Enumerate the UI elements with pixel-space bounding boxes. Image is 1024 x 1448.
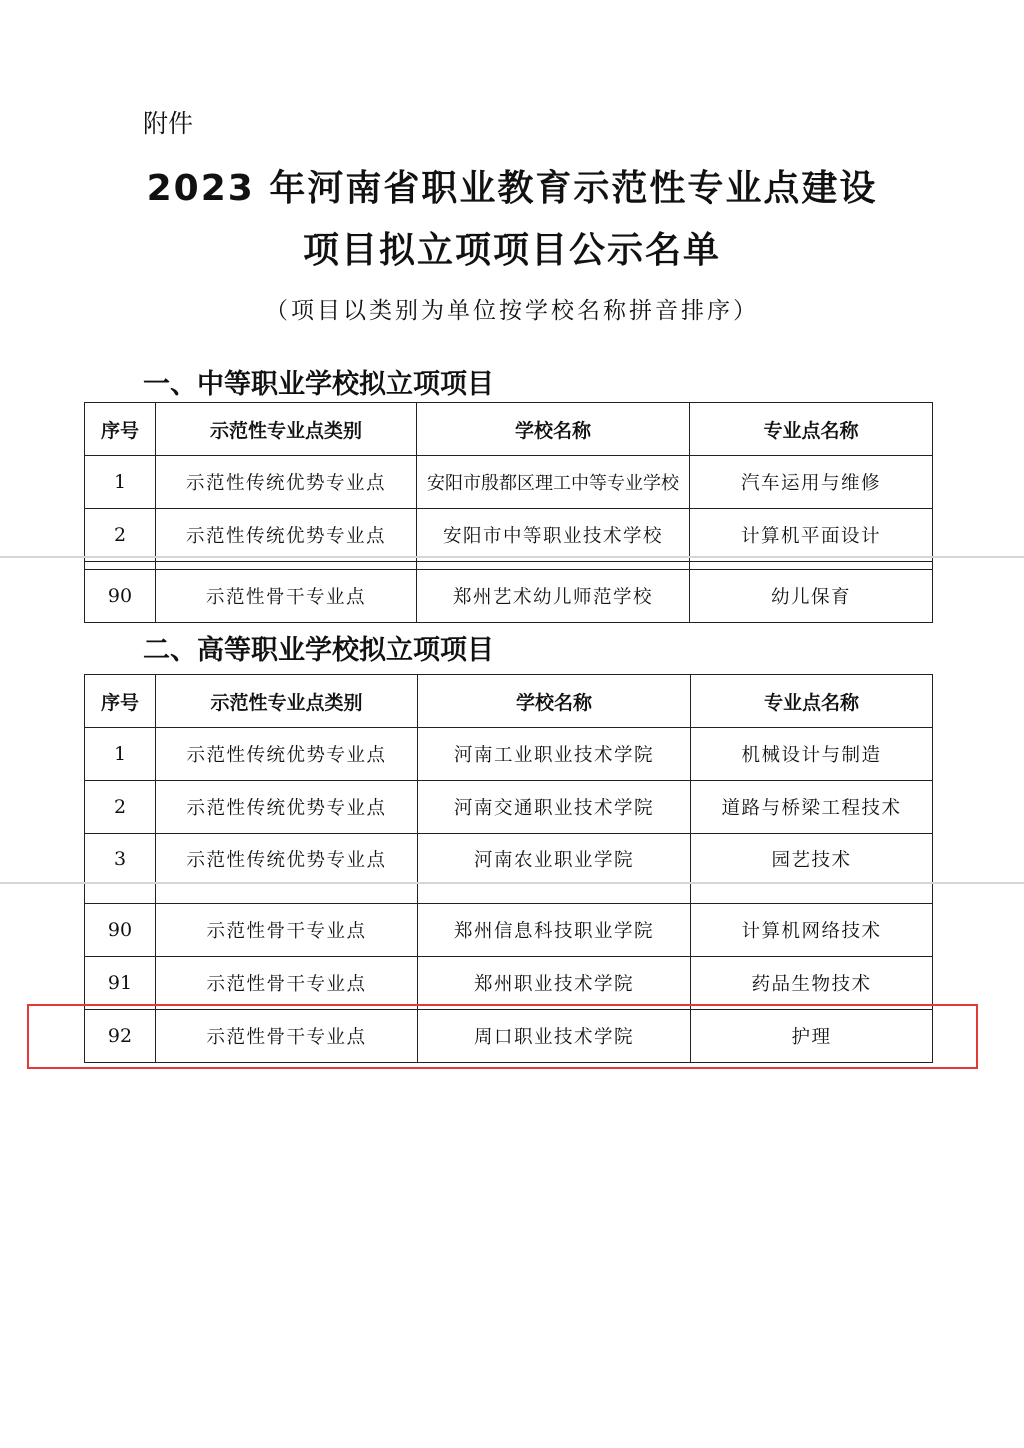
cell-index: 2	[85, 781, 156, 834]
attachment-label: 附件	[143, 109, 194, 138]
header-major: 专业点名称	[690, 403, 933, 456]
secondary-schools-table	[84, 402, 933, 623]
cell-major: 机械设计与制造	[691, 728, 933, 781]
table-cut-row	[85, 562, 933, 570]
cell-index: 90	[85, 570, 156, 623]
cell-major: 计算机平面设计	[690, 509, 933, 562]
cell-school: 郑州艺术幼儿师范学校	[417, 570, 690, 623]
section-heading-secondary: 一、中等职业学校拟立项项目	[143, 369, 494, 400]
header-major: 专业点名称	[691, 675, 933, 728]
table-row	[85, 834, 933, 884]
cell-category: 示范性传统优势专业点	[156, 456, 417, 509]
document-title-line2: 项目拟立项项目公示名单	[302, 230, 721, 271]
page-cut-line	[0, 882, 1024, 884]
table-row	[85, 781, 933, 834]
cell-category: 示范性骨干专业点	[156, 957, 418, 1010]
highlight-box	[27, 1004, 978, 1069]
cell-school: 河南交通职业技术学院	[418, 781, 691, 834]
page-cut-line	[0, 556, 1024, 558]
document-title-line1: 2023 年河南省职业教育示范性专业点建设	[146, 168, 878, 209]
cell-category: 示范性骨干专业点	[156, 570, 417, 623]
table-row	[85, 509, 933, 562]
cell-school: 安阳市中等职业技术学校	[417, 509, 690, 562]
table-row	[85, 957, 933, 1010]
cell-category: 示范性传统优势专业点	[156, 509, 417, 562]
cell-index: 3	[85, 834, 156, 884]
cell-school: 安阳市殷都区理工中等专业学校	[417, 456, 690, 509]
cell-index: 92	[85, 1010, 156, 1063]
cell-school: 郑州职业技术学院	[418, 957, 691, 1010]
cell-school: 河南农业职业学院	[418, 834, 691, 884]
cell-major: 道路与桥梁工程技术	[691, 781, 933, 834]
table-header-row	[85, 403, 933, 456]
cell-index: 91	[85, 957, 156, 1010]
header-school: 学校名称	[418, 675, 691, 728]
header-index: 序号	[85, 403, 156, 456]
table-header-row	[85, 675, 933, 728]
cell-major: 幼儿保育	[690, 570, 933, 623]
cell-major: 护理	[691, 1010, 933, 1063]
cell-school: 郑州信息科技职业学院	[418, 904, 691, 957]
cell-category: 示范性骨干专业点	[156, 904, 418, 957]
cell-index: 2	[85, 509, 156, 562]
cell-index: 1	[85, 728, 156, 781]
cell-major: 园艺技术	[691, 834, 933, 884]
cell-category: 示范性传统优势专业点	[156, 728, 418, 781]
header-category: 示范性专业点类别	[156, 675, 418, 728]
cell-category: 示范性传统优势专业点	[156, 781, 418, 834]
sort-note: （项目以类别为单位按学校名称拼音排序）	[265, 298, 759, 324]
table-row	[85, 570, 933, 623]
cell-major: 汽车运用与维修	[690, 456, 933, 509]
cell-category: 示范性传统优势专业点	[156, 834, 418, 884]
table-row	[85, 728, 933, 781]
header-index: 序号	[85, 675, 156, 728]
cell-index: 1	[85, 456, 156, 509]
cell-major: 计算机网络技术	[691, 904, 933, 957]
cell-school: 周口职业技术学院	[418, 1010, 691, 1063]
cell-index: 90	[85, 904, 156, 957]
cell-category: 示范性骨干专业点	[156, 1010, 418, 1063]
cell-major: 药品生物技术	[691, 957, 933, 1010]
header-school: 学校名称	[417, 403, 690, 456]
table-row	[85, 456, 933, 509]
table-cut-row	[85, 884, 933, 904]
section-heading-higher: 二、高等职业学校拟立项项目	[143, 635, 494, 666]
table-row	[85, 904, 933, 957]
header-category: 示范性专业点类别	[156, 403, 417, 456]
cell-school: 河南工业职业技术学院	[418, 728, 691, 781]
